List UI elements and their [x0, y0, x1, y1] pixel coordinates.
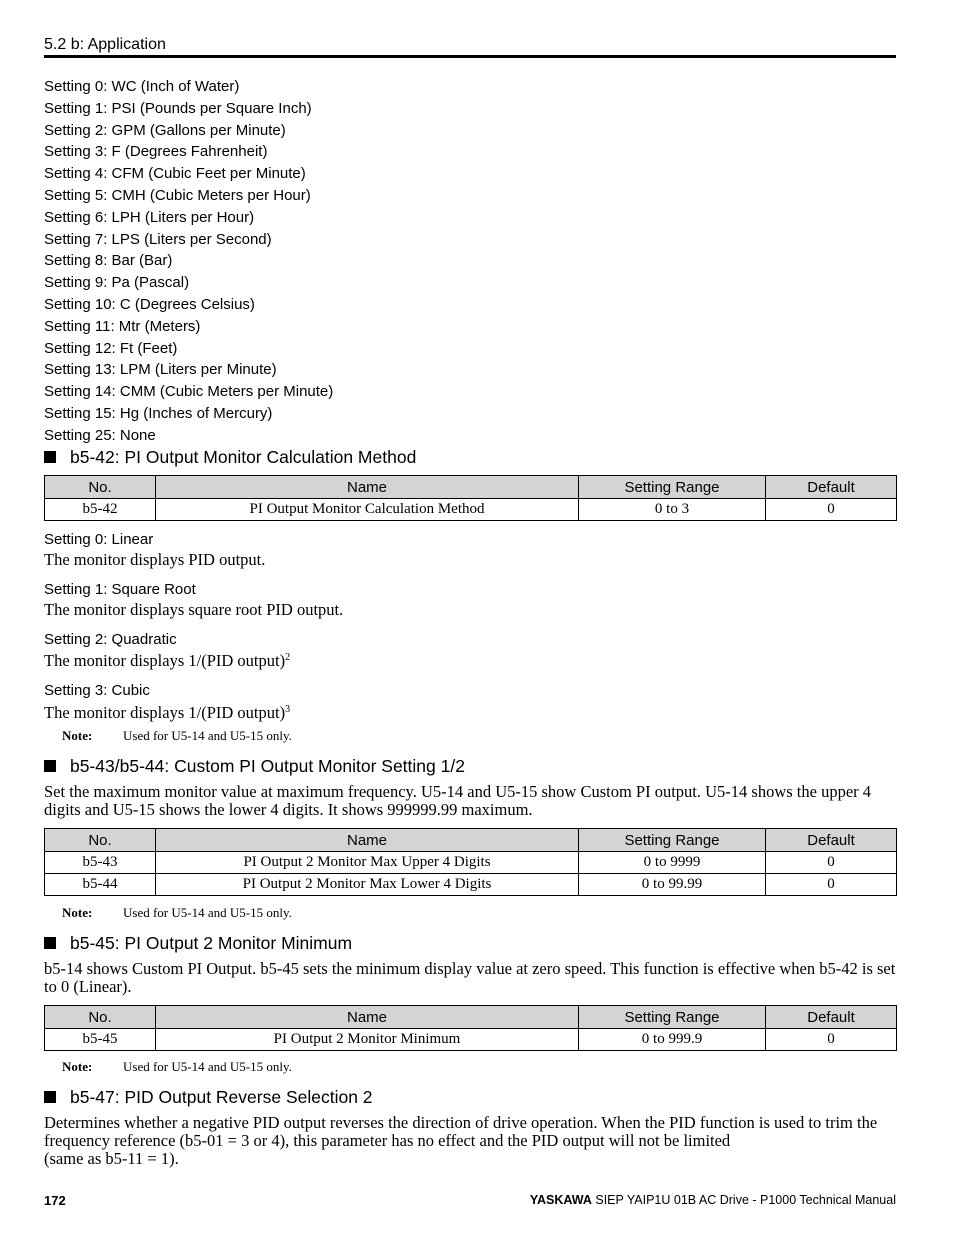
column-header-setting-range: Setting Range: [579, 1006, 766, 1029]
column-header-name: Name: [156, 1006, 579, 1029]
list-item: Setting 10: C (Degrees Celsius): [44, 295, 255, 313]
cell-default: 0: [766, 852, 897, 874]
page-number: 172: [44, 1193, 66, 1208]
column-header-no: No.: [45, 829, 156, 852]
setting-3-text-block: [44, 704, 896, 722]
setting-0-text: The monitor displays PID output.: [44, 550, 266, 569]
setting-2-heading: Setting 2: Quadratic: [44, 631, 177, 648]
table-row: [45, 1029, 897, 1051]
setting-1-text: The monitor displays square root PID output.: [44, 600, 344, 619]
column-header-setting-range: Setting Range: [579, 829, 766, 852]
list-item: Setting 14: CMM (Cubic Meters per Minute): [44, 383, 334, 401]
cell-name: PI Output 2 Monitor Max Lower 4 Digits: [156, 874, 579, 896]
column-header-name: Name: [156, 476, 579, 499]
cell-no: b5-44: [45, 874, 156, 896]
table-row: [45, 499, 897, 521]
column-header-default: Default: [766, 1006, 897, 1029]
section-heading-b5-43: [44, 756, 465, 776]
parameter-table-b5-43: [44, 828, 897, 896]
list-item: Setting 4: CFM (Cubic Feet per Minute): [44, 165, 306, 183]
superscript: 2: [285, 652, 291, 663]
parameter-table-b5-45: [44, 1005, 897, 1051]
note-text: Used for U5-14 and U5-15 only.: [123, 1059, 292, 1074]
column-header-default: Default: [766, 476, 897, 499]
table-header-row: [45, 476, 897, 499]
table-row: [45, 874, 897, 896]
list-item: Setting 11: Mtr (Meters): [44, 317, 201, 335]
settings-list: [44, 76, 333, 447]
list-item: Setting 8: Bar (Bar): [44, 252, 173, 270]
list-item: Setting 12: Ft (Feet): [44, 339, 178, 357]
note-label: Note:: [62, 1059, 93, 1074]
page-footer: [44, 1193, 896, 1211]
section-heading-text: b5-42: PI Output Monitor Calculation Method: [70, 447, 417, 467]
column-header-name: Name: [156, 829, 579, 852]
note-text: Used for U5-14 and U5-15 only.: [123, 728, 292, 743]
note-text: Used for U5-14 and U5-15 only.: [123, 905, 292, 920]
section-heading-b5-47: [44, 1087, 373, 1107]
note: [62, 905, 292, 921]
section-header-title: 5.2 b: Application: [44, 36, 166, 53]
cell-default: 0: [766, 874, 897, 896]
body-paragraph: Determines whether a negative PID output reverses the direction of drive operation. When the PID function is used to trim the frequency reference (b5-01 = 3 or 4), this parameter has no effect and the PID output will not be limited: [44, 1113, 878, 1150]
list-item: Setting 1: PSI (Pounds per Square Inch): [44, 99, 312, 117]
section-body-b5-45: b5-14 shows Custom PI Output. b5-45 sets the minimum display value at zero speed. This function is effective when b5-42 is set to 0 (Linear).: [44, 959, 896, 996]
cell-no: b5-43: [45, 852, 156, 874]
section-heading-text: b5-43/b5-44: Custom PI Output Monitor Setting 1/2: [70, 756, 465, 776]
cell-no: b5-42: [45, 499, 156, 521]
list-item: Setting 7: LPS (Liters per Second): [44, 230, 272, 248]
table-header-row: [45, 829, 897, 852]
list-item: Setting 15: Hg (Inches of Mercury): [44, 404, 273, 422]
note-label: Note:: [62, 905, 93, 920]
list-item: Setting 0: WC (Inch of Water): [44, 78, 240, 95]
column-header-setting-range: Setting Range: [579, 476, 766, 499]
setting-1-heading: Setting 1: Square Root: [44, 581, 196, 598]
page-header: [44, 35, 896, 58]
column-header-default: Default: [766, 829, 897, 852]
list-item: Setting 2: GPM (Gallons per Minute): [44, 121, 286, 139]
cell-name: PI Output Monitor Calculation Method: [156, 499, 579, 521]
note: [62, 1059, 292, 1075]
cell-default: 0: [766, 1029, 897, 1051]
section-heading-text: b5-47: PID Output Reverse Selection 2: [70, 1087, 373, 1107]
list-item: Setting 5: CMH (Cubic Meters per Hour): [44, 186, 311, 204]
table-header-row: [45, 1006, 897, 1029]
note-label: Note:: [62, 728, 93, 743]
setting-3-text: The monitor displays 1/(PID output): [44, 703, 286, 722]
list-item: Setting 6: LPH (Liters per Hour): [44, 208, 255, 226]
square-bullet-icon: [44, 937, 56, 949]
manual-title: [530, 1193, 896, 1207]
manual-title-text: SIEP YAIP1U 01B AC Drive - P1000 Technical Manual: [591, 1193, 896, 1207]
brand-name: YASKAWA: [529, 1193, 592, 1207]
section-heading-b5-42: [44, 447, 416, 467]
setting-2-text-block: [44, 652, 896, 670]
superscript: 3: [285, 704, 291, 715]
body-paragraph: (same as b5-11 = 1).: [44, 1149, 179, 1168]
cell-name: PI Output 2 Monitor Max Upper 4 Digits: [156, 852, 579, 874]
section-heading-text: b5-45: PI Output 2 Monitor Minimum: [70, 933, 353, 953]
cell-range: 0 to 3: [579, 499, 766, 521]
setting-2-text: The monitor displays 1/(PID output): [44, 651, 286, 670]
cell-default: 0: [766, 499, 897, 521]
list-item: Setting 13: LPM (Liters per Minute): [44, 361, 277, 379]
section-heading-b5-45: [44, 933, 352, 953]
column-header-no: No.: [45, 476, 156, 499]
setting-3-heading: Setting 3: Cubic: [44, 682, 150, 699]
cell-range: 0 to 999.9: [579, 1029, 766, 1051]
list-item: Setting 25: None: [44, 426, 156, 444]
section-body-b5-47: [44, 1114, 896, 1168]
note: [62, 728, 292, 744]
list-item: Setting 9: Pa (Pascal): [44, 274, 190, 292]
square-bullet-icon: [44, 451, 56, 463]
cell-range: 0 to 99.99: [579, 874, 766, 896]
cell-range: 0 to 9999: [579, 852, 766, 874]
parameter-table-b5-42: [44, 475, 897, 521]
table-row: [45, 852, 897, 874]
square-bullet-icon: [44, 1091, 56, 1103]
section-body-b5-43: Set the maximum monitor value at maximum frequency. U5-14 and U5-15 show Custom PI output. U5-14 shows the upper 4 digits and U5-15 shows the lower 4 digits. It shows 999999.99 maximum.: [44, 782, 872, 819]
column-header-no: No.: [45, 1006, 156, 1029]
list-item: Setting 3: F (Degrees Fahrenheit): [44, 143, 268, 161]
cell-no: b5-45: [45, 1029, 156, 1051]
square-bullet-icon: [44, 760, 56, 772]
setting-0-heading: Setting 0: Linear: [44, 531, 154, 548]
cell-name: PI Output 2 Monitor Minimum: [156, 1029, 579, 1051]
